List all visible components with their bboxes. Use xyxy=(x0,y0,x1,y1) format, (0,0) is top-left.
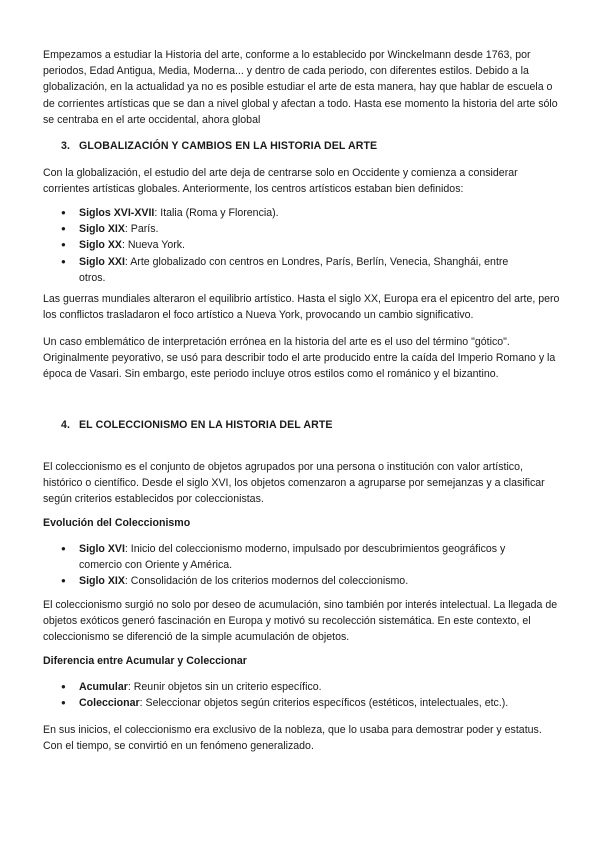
difference-list xyxy=(61,679,531,711)
section-3-number: 3. xyxy=(61,140,71,152)
section-4-number: 4. xyxy=(61,419,71,431)
section-3-title: GLOBALIZACIÓN Y CAMBIOS EN LA HISTORIA DEL ARTE xyxy=(79,140,378,152)
section-4-paragraph-3: En sus inicios, el coleccionismo era exclusivo de la nobleza, que lo usaba para demostrar poder y estatus. Con el tiempo, se convirtió en un fenómeno generalizado. xyxy=(43,724,542,753)
intro-paragraph: Empezamos a estudiar la Historia del arte, conforme a lo establecido por Winckelmann desde 1763, por periodos, Edad Antigua, Media, Moderna... y dentro de cada periodo, con diferentes estilos. Debido a la globalización, en la actualidad ya no es posible estudiar el arte de esta manera, hay que hablar de escuela o de corrientes artísticas que se dan a nivel global y afectan a todo. Hasta ese momento la historia del arte sólo se centraba en el arte occidental, ahora global xyxy=(43,49,558,126)
list-item: ● Siglos XVI-XVII: Italia (Roma y Florencia). xyxy=(61,205,531,221)
section-3-heading xyxy=(61,138,561,154)
section-4-heading xyxy=(61,417,561,433)
section-4-paragraph-2: El coleccionismo surgió no solo por deseo de acumulación, sino también por interés intelectual. La llegada de objetos exóticos generó fascinación en Europa y motivó su recolección sistemática. En este contexto, el coleccionismo se diferenció de la simple acumulación de objetos. xyxy=(43,599,558,644)
list-item: ● Siglo XXI: Arte globalizado con centros en Londres, París, Berlín, Venecia, Shanghái, entre otros. xyxy=(61,254,531,286)
art-centers-list xyxy=(61,205,531,286)
section-4-paragraph-1: El coleccionismo es el conjunto de objetos agrupados por una persona o institución con valor artístico, histórico o científico. Desde el siglo XVI, los objetos comenzaron a agruparse por semejanzas y a clasificar según criterios establecidos por coleccionistas. xyxy=(43,461,545,506)
section-3-paragraph-2: Las guerras mundiales alteraron el equilibrio artístico. Hasta el siglo XX, Europa era el epicentro del arte, pero los conflictos trasladaron el foco artístico a Nueva York, provocando un cambio significativo. xyxy=(43,293,560,322)
subheading-evolucion: Evolución del Coleccionismo xyxy=(43,517,191,529)
list-item: ● Coleccionar: Seleccionar objetos según criterios específicos (estéticos, intelectuales, etc.). xyxy=(61,695,531,711)
list-item: ● Siglo XIX: París. xyxy=(61,221,531,237)
subheading-diferencia: Diferencia entre Acumular y Coleccionar xyxy=(43,655,247,667)
section-3-paragraph-3: Un caso emblemático de interpretación errónea en la historia del arte es el uso del término "gótico". Originalmente peyorativo, se usó para describir todo el arte producido entre la caída del Imperio Romano y la época de Vasari. Sin embargo, este periodo incluye otros estilos como el románico y el bizantino. xyxy=(43,336,556,381)
list-item: ● Siglo XIX: Consolidación de los criterios modernos del coleccionismo. xyxy=(61,573,531,589)
list-item: ● Acumular: Reunir objetos sin un criterio específico. xyxy=(61,679,531,695)
evolution-list xyxy=(61,541,531,590)
section-4-title: EL COLECCIONISMO EN LA HISTORIA DEL ARTE xyxy=(79,419,333,431)
list-item: ● Siglo XVI: Inicio del coleccionismo moderno, impulsado por descubrimientos geográficos y comercio con Oriente y América. xyxy=(61,541,531,573)
list-item: ● Siglo XX: Nueva York. xyxy=(61,237,531,253)
section-3-paragraph-1: Con la globalización, el estudio del arte deja de centrarse solo en Occidente y comienza a considerar corrientes artísticas globales. Anteriormente, los centros artísticos estaban bien definidos: xyxy=(43,167,518,196)
